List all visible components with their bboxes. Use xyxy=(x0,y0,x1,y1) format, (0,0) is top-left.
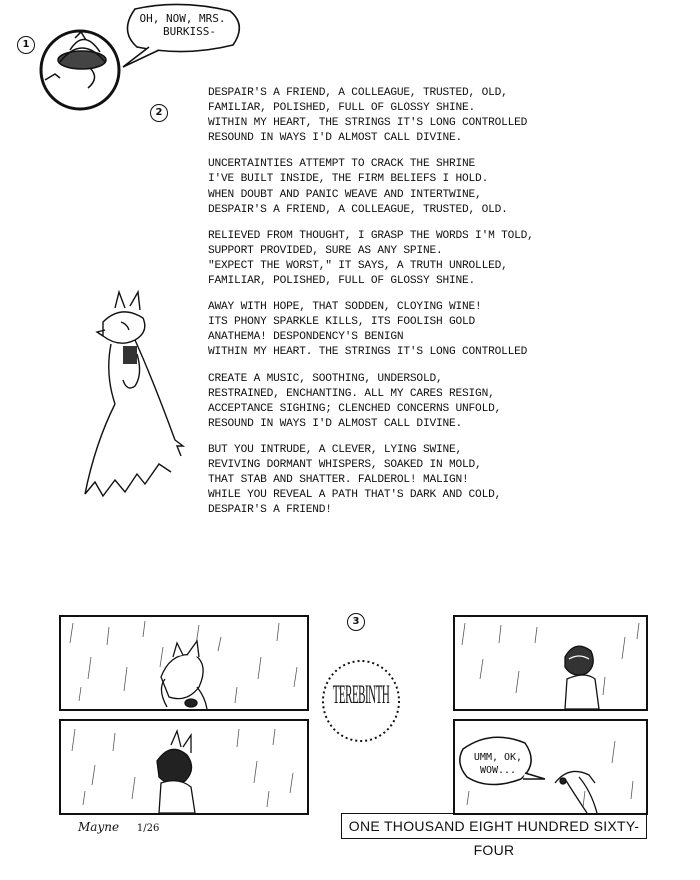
panel-number-one: 1 xyxy=(17,36,35,54)
poem-stanza xyxy=(208,443,568,518)
comic-panel-top-right xyxy=(453,615,648,711)
panel-number-three: 3 xyxy=(347,613,365,631)
panel-number-two: 2 xyxy=(150,104,168,122)
poem-line: "EXPECT THE WORST," IT SAYS, A TRUTH UNROLLED, xyxy=(208,259,508,272)
poem-line: WITHIN MY HEART, THE STRINGS IT'S LONG CONTROLLED xyxy=(208,117,528,130)
poem-line: BUT YOU INTRUDE, A CLEVER, LYING SWINE, xyxy=(208,443,463,456)
signature-date: 1/26 xyxy=(136,823,160,834)
poem-line: CREATE A MUSIC, SOOTHING, UNDERSOLD, xyxy=(208,372,443,385)
figure-top-left xyxy=(161,641,207,709)
logo-text: TEREBINTH xyxy=(332,681,390,711)
signature-name: Mayne xyxy=(78,820,120,834)
poem-line: FAMILIAR, POLISHED, FULL OF GLOSSY SHINE. xyxy=(208,275,476,288)
figure-bottom-left xyxy=(157,731,195,813)
poem-line: RELIEVED FROM THOUGHT, I GRASP THE WORDS I'M TOLD, xyxy=(208,229,534,242)
poem-line: DESPAIR'S A FRIEND! xyxy=(208,504,332,517)
artist-signature xyxy=(78,820,159,834)
speech-text-bottom: UMM, OK, WOW... xyxy=(473,752,523,776)
poem-line: FAMILIAR, POLISHED, FULL OF GLOSSY SHINE. xyxy=(208,102,476,115)
poem-stanza xyxy=(208,86,568,146)
poem-line: ACCEPTANCE SIGHING; CLENCHED CONCERNS UNFOLD, xyxy=(208,402,502,415)
poem-line: REVIVING DORMANT WHISPERS, SOAKED IN MOLD, xyxy=(208,458,482,471)
figure-top-right xyxy=(565,646,599,709)
poem-line: RESOUND IN WAYS I'D ALMOST CALL DIVINE. xyxy=(208,417,463,430)
poem-line: ANATHEMA! DESPONDENCY'S BENIGN xyxy=(208,331,404,344)
poem-line: SUPPORT PROVIDED, SURE AS ANY SPINE. xyxy=(208,244,443,257)
rain-lines xyxy=(61,721,307,813)
poem-line: DESPAIR'S A FRIEND, A COLLEAGUE, TRUSTED, OLD, xyxy=(208,87,508,99)
poem-line: RESOUND IN WAYS I'D ALMOST CALL DIVINE. xyxy=(208,132,463,145)
poem xyxy=(208,86,568,529)
poem-line: WHEN DOUBT AND PANIC WEAVE AND INTERTWINE, xyxy=(208,188,482,201)
figure-bottom-right xyxy=(555,771,597,813)
poem-line: ITS PHONY SPARKLE KILLS, ITS FOOLISH GOLD xyxy=(208,316,476,329)
poem-line: DESPAIR'S A FRIEND, A COLLEAGUE, TRUSTED, OLD. xyxy=(208,203,508,216)
poem-line: WITHIN MY HEART. THE STRINGS IT'S LONG CONTROLLED xyxy=(208,346,528,359)
poem-line: WHILE YOU REVEAL A PATH THAT'S DARK AND COLD, xyxy=(208,489,502,502)
chapter-caption: ONE THOUSAND EIGHT HUNDRED SIXTY-FOUR xyxy=(341,813,647,839)
rain-lines xyxy=(455,617,646,709)
poem-line: AWAY WITH HOPE, THAT SODDEN, CLOYING WINE! xyxy=(208,301,482,314)
poem-line: I'VE BUILT INSIDE, THE FIRM BELIEFS I HOLD. xyxy=(208,173,489,186)
comic-panel-top-left xyxy=(59,615,309,711)
poem-line: UNCERTAINTIES ATTEMPT TO CRACK THE SHRINE xyxy=(208,158,476,171)
poem-line: THAT STAB AND SHATTER. FALDEROL! MALIGN! xyxy=(208,474,469,487)
poem-stanza xyxy=(208,229,568,289)
cloaked-figure-illustration xyxy=(75,290,200,500)
poem-stanza xyxy=(208,372,568,432)
terebinth-logo xyxy=(320,660,402,742)
comic-panel-bottom-left xyxy=(59,719,309,815)
comic-panel-bottom-right xyxy=(453,719,648,815)
poem-line: RESTRAINED, ENCHANTING. ALL MY CARES RESIGN, xyxy=(208,387,495,400)
poem-stanza xyxy=(208,157,568,217)
speech-text-top: OH, NOW, MRS. BURKISS- xyxy=(139,12,226,38)
rain-lines xyxy=(61,617,307,709)
poem-stanza xyxy=(208,300,568,360)
